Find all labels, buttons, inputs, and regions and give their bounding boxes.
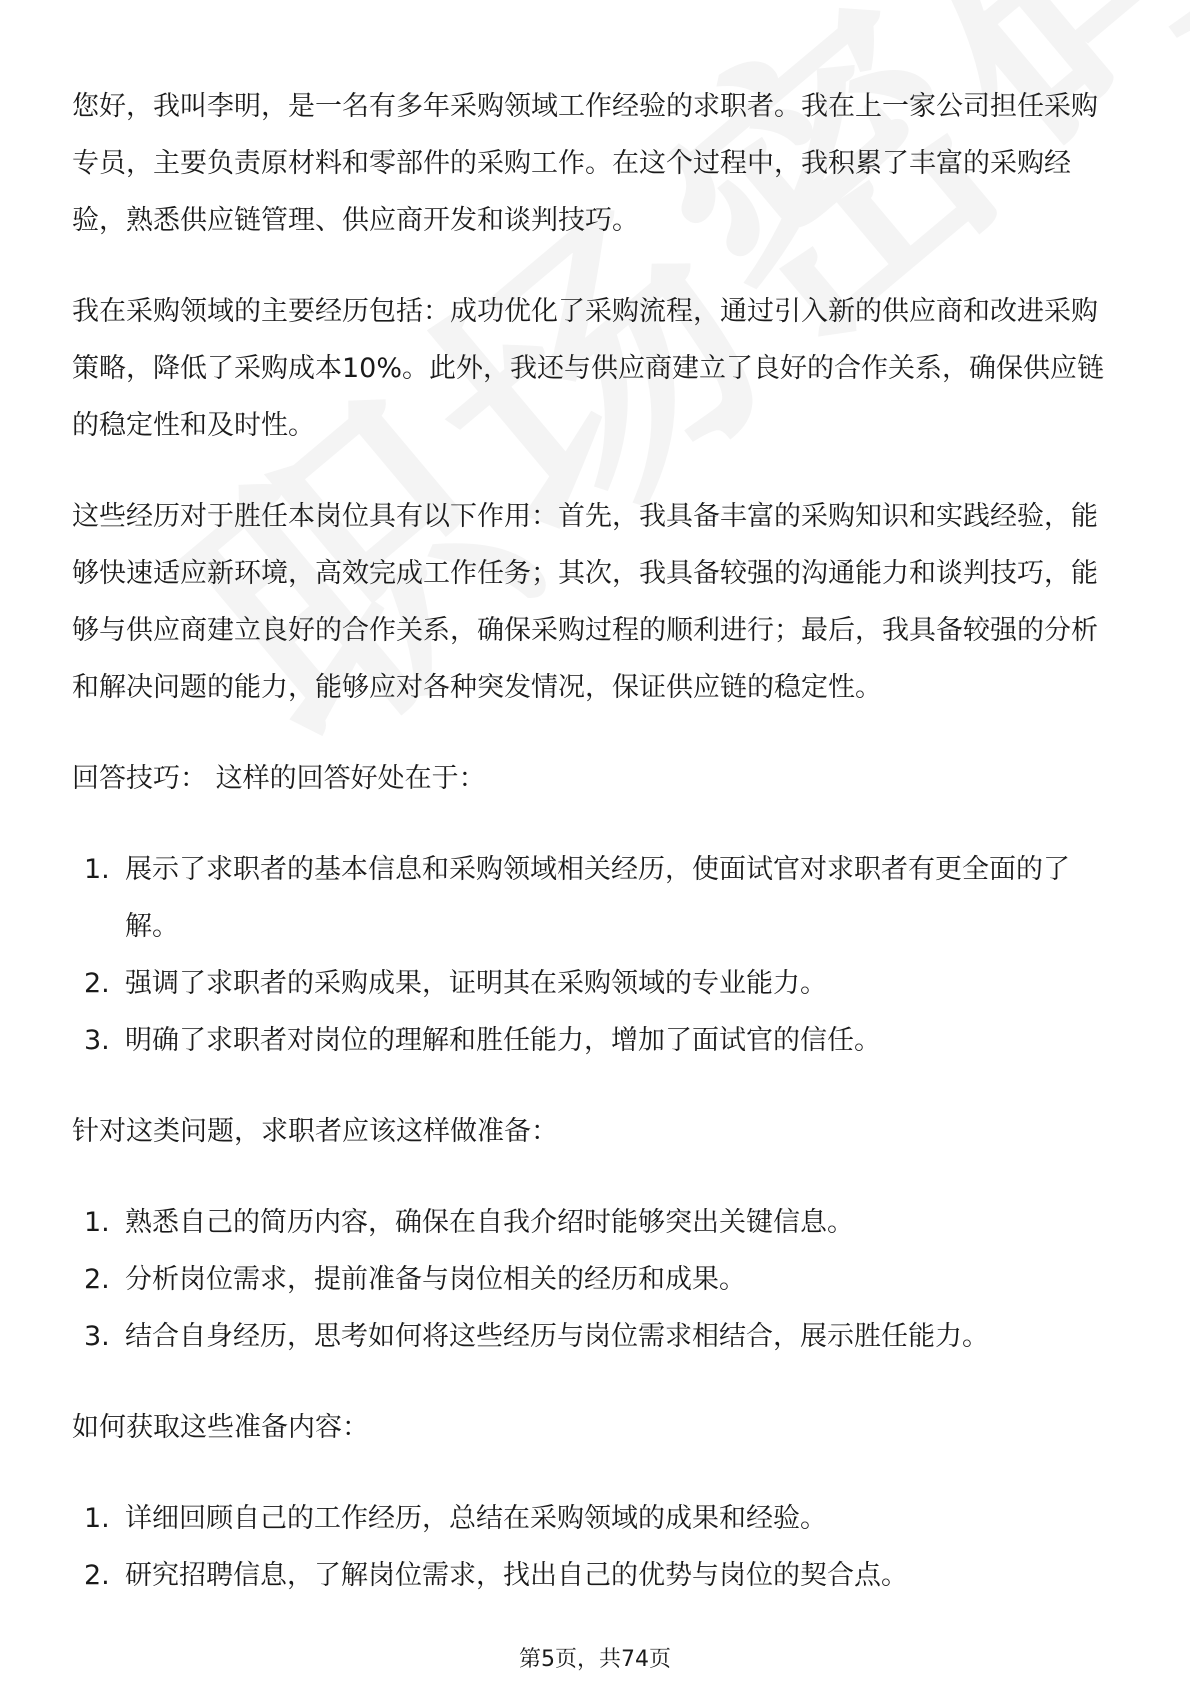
prepare-label: 针对这类问题，求职者应该这样做准备： (72, 1116, 558, 1147)
intro-paragraph-1: 您好，我叫李明，是一名有多年采购领域工作经验的求职者。我在上一家公司担任采购专员，主要负责原材料和零部件的采购工作。在这个过程中，我积累了丰富的采购经验，熟悉供应链管理、供应商开发和谈判技巧。 (72, 91, 1098, 236)
intro-paragraph-3: 这些经历对于胜任本岗位具有以下作用：首先，我具备丰富的采购知识和实践经验，能够快速适应新环境，高效完成工作任务；其次，我具备较强的沟通能力和谈判技巧，能够与供应商建立良好的合作关系，确保采购过程的顺利进行；最后，我具备较强的分析和解决问题的能力，能够应对各种突发情况，保证供应链的稳定性。 (72, 501, 1098, 703)
list-item: 2. 研究招聘信息，了解岗位需求，找出自己的优势与岗位的契合点。 (84, 1560, 908, 1591)
prepare-list (72, 1194, 1122, 1365)
list-item: 3. 结合自身经历，思考如何将这些经历与岗位需求相结合，展示胜任能力。 (84, 1321, 989, 1352)
list-item: 2. 强调了求职者的采购成果，证明其在采购领域的专业能力。 (84, 968, 827, 999)
page-footer: 第5页，共74页 (519, 1647, 671, 1672)
document-body (72, 78, 1122, 1638)
list-item: 1. 熟悉自己的简历内容，确保在自我介绍时能够突出关键信息。 (84, 1207, 854, 1238)
list-item: 1. 详细回顾自己的工作经历，总结在采购领域的成果和经验。 (84, 1503, 827, 1534)
list-item: 2. 分析岗位需求，提前准备与岗位相关的经历和成果。 (84, 1264, 746, 1295)
intro-paragraph-2: 我在采购领域的主要经历包括：成功优化了采购流程，通过引入新的供应商和改进采购策略，降低了采购成本10%。此外，我还与供应商建立了良好的合作关系，确保供应链的稳定性和及时性。 (72, 296, 1105, 441)
list-item: 3. 明确了求职者对岗位的理解和胜任能力，增加了面试官的信任。 (84, 1025, 881, 1056)
list-item: 1. 展示了求职者的基本信息和采购领域相关经历，使面试官对求职者有更全面的了解。 (84, 854, 1070, 942)
obtain-list (72, 1490, 1122, 1604)
tips-list (72, 841, 1122, 1069)
tips-label: 回答技巧： 这样的回答好处在于： (72, 763, 486, 794)
obtain-label: 如何获取这些准备内容： (72, 1412, 369, 1443)
